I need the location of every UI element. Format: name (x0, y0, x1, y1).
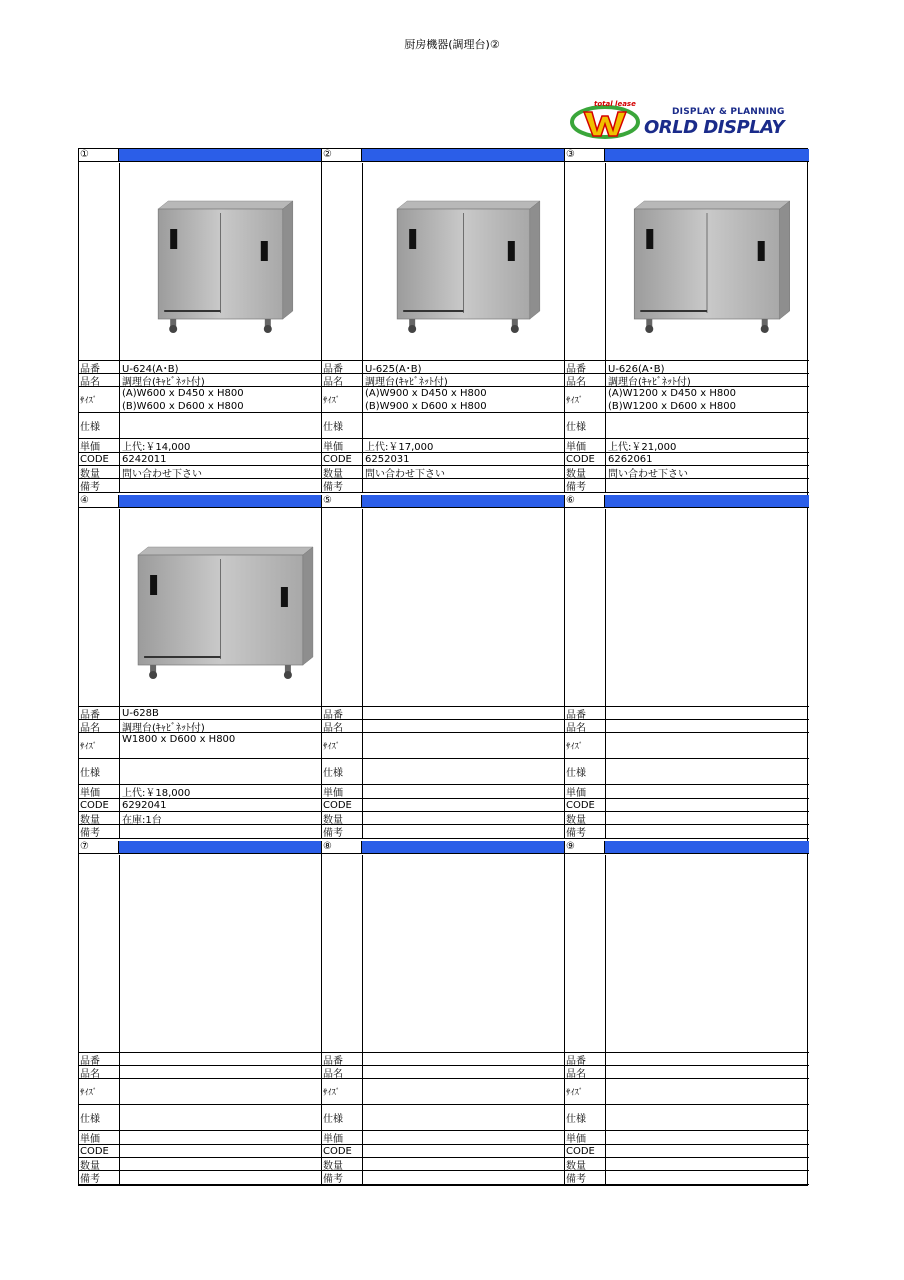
item-image-area (322, 163, 565, 361)
label-qty: 数量 (323, 468, 343, 480)
label-notes: 備考 (323, 828, 343, 839)
row-price (565, 1131, 809, 1145)
image-left-divider (605, 509, 606, 707)
row-code (322, 799, 565, 812)
w-mark-icon (570, 104, 640, 140)
label-spec: 仕様 (566, 768, 586, 779)
value-size (120, 733, 322, 758)
value-part-no (606, 1053, 809, 1065)
item-number: ⑦ (79, 841, 119, 854)
row-name (322, 720, 565, 733)
label-code: CODE (323, 799, 352, 811)
row-qty (79, 1158, 322, 1171)
row-spec (565, 413, 809, 439)
value-notes (606, 479, 809, 492)
value-price (606, 1131, 809, 1144)
row-spec (322, 1105, 565, 1131)
value-code: 6242011 (122, 453, 167, 465)
row-qty (79, 466, 322, 479)
label-price: 単価 (323, 1134, 343, 1145)
value-notes (606, 1171, 809, 1184)
label-size: ｻｲｽﾞ (566, 1087, 584, 1098)
row-size (79, 733, 322, 759)
value-notes (120, 1171, 322, 1184)
value-code (120, 1145, 322, 1157)
value-qty: 問い合わせ下さい (608, 468, 688, 480)
label-price: 単価 (80, 788, 100, 799)
label-size: ｻｲｽﾞ (80, 1087, 98, 1098)
label-qty: 数量 (80, 1160, 100, 1172)
label-notes: 備考 (323, 482, 343, 493)
label-notes: 備考 (566, 828, 586, 839)
row-price (322, 1131, 565, 1145)
value-spec (120, 1105, 322, 1130)
label-part-no: 品番 (566, 1055, 586, 1067)
row-name (322, 374, 565, 387)
value-price: 上代:￥21,000 (608, 442, 677, 453)
value-part-no: U-626(A･B) (608, 363, 665, 375)
item-header-bar (605, 841, 809, 854)
value-spec (120, 413, 322, 438)
row-qty (565, 466, 809, 479)
row-spec (565, 1105, 809, 1131)
logo-name: ORLD DISPLAY (644, 117, 785, 138)
value-price (363, 785, 565, 798)
label-code: CODE (80, 453, 109, 465)
size-line-b: (B)W600 x D600 x H800 (122, 401, 244, 412)
label-size: ｻｲｽﾞ (323, 741, 341, 752)
row-notes (79, 825, 322, 839)
item-number: ⑧ (322, 841, 362, 854)
item-image-area (79, 855, 322, 1053)
value-size (606, 733, 809, 758)
label-notes: 備考 (566, 1174, 586, 1185)
value-name: 調理台(ｷｬﾋﾞﾈｯﾄ付) (365, 376, 448, 388)
label-name: 品名 (323, 722, 343, 734)
label-part-no: 品番 (323, 363, 343, 375)
value-price (606, 785, 809, 798)
label-qty: 数量 (80, 468, 100, 480)
row-code (322, 1145, 565, 1158)
size-line-a: (A)W600 x D450 x H800 (122, 388, 244, 399)
image-left-divider (119, 855, 120, 1053)
item-header-bar (605, 495, 809, 508)
label-code: CODE (80, 1145, 109, 1157)
value-size (363, 1079, 565, 1104)
value-size (606, 1079, 809, 1104)
label-spec: 仕様 (566, 1114, 586, 1125)
image-left-divider (362, 855, 363, 1053)
label-part-no: 品番 (323, 1055, 343, 1067)
row-spec (79, 413, 322, 439)
value-qty (363, 812, 565, 824)
value-price (363, 1131, 565, 1144)
row-spec (79, 1105, 322, 1131)
label-code: CODE (323, 453, 352, 465)
product-photo (606, 163, 808, 365)
value-part-no (363, 707, 565, 719)
label-price: 単価 (566, 442, 586, 453)
value-code: 6292041 (122, 799, 167, 811)
logo-tagline: total lease (594, 100, 636, 108)
row-notes (565, 825, 809, 839)
image-left-divider (605, 855, 606, 1053)
label-name: 品名 (80, 1068, 100, 1080)
row-name (79, 720, 322, 733)
label-size: ｻｲｽﾞ (80, 395, 98, 406)
value-spec (363, 413, 565, 438)
row-notes (322, 825, 565, 839)
row-price (79, 785, 322, 799)
label-name: 品名 (566, 722, 586, 734)
row-code (565, 799, 809, 812)
row-part-no (565, 1053, 809, 1066)
item-header-bar (362, 841, 565, 854)
label-size: ｻｲｽﾞ (566, 395, 584, 406)
row-size (565, 1079, 809, 1105)
label-spec: 仕様 (323, 1114, 343, 1125)
value-qty (606, 1158, 809, 1170)
label-price: 単価 (323, 442, 343, 453)
cabinet-image (606, 163, 808, 361)
label-part-no: 品番 (80, 709, 100, 721)
value-size (606, 387, 809, 412)
value-notes (363, 825, 565, 838)
row-name (79, 374, 322, 387)
label-notes: 備考 (566, 482, 586, 493)
value-qty (363, 1158, 565, 1170)
item-image-area (565, 855, 809, 1053)
value-code: 6262061 (608, 453, 653, 465)
label-size: ｻｲｽﾞ (323, 395, 341, 406)
label-price: 単価 (566, 788, 586, 799)
label-size: ｻｲｽﾞ (323, 1087, 341, 1098)
product-grid (78, 148, 808, 1186)
label-code: CODE (80, 799, 109, 811)
value-part-no: U-628B (122, 707, 159, 719)
row-name (565, 374, 809, 387)
value-name (363, 1066, 565, 1078)
row-qty (322, 812, 565, 825)
row-notes (79, 479, 322, 493)
value-notes (120, 479, 322, 492)
label-qty: 数量 (80, 814, 100, 826)
value-qty: 問い合わせ下さい (365, 468, 445, 480)
value-part-no (363, 1053, 565, 1065)
item-number: ④ (79, 495, 119, 508)
label-price: 単価 (323, 788, 343, 799)
row-spec (322, 413, 565, 439)
row-qty (322, 1158, 565, 1171)
label-spec: 仕様 (80, 768, 100, 779)
row-qty (79, 812, 322, 825)
item-image-area (322, 509, 565, 707)
item-header-bar (605, 149, 809, 162)
item-number: ② (322, 149, 362, 162)
label-notes: 備考 (323, 1174, 343, 1185)
item-header-bar (119, 495, 322, 508)
value-spec (606, 1105, 809, 1130)
value-part-no: U-624(A･B) (122, 363, 179, 375)
row-size (322, 387, 565, 413)
value-size (363, 387, 565, 412)
world-display-logo (568, 100, 808, 142)
label-part-no: 品番 (80, 363, 100, 375)
label-size: ｻｲｽﾞ (566, 741, 584, 752)
value-name (120, 1066, 322, 1078)
row-spec (79, 759, 322, 785)
value-name: 調理台(ｷｬﾋﾞﾈｯﾄ付) (608, 376, 691, 388)
row-code (565, 1145, 809, 1158)
row-notes (322, 1171, 565, 1185)
label-price: 単価 (80, 442, 100, 453)
row-code (79, 1145, 322, 1158)
label-spec: 仕様 (80, 1114, 100, 1125)
value-price: 上代:￥14,000 (122, 442, 191, 453)
size-line-b: (B)W900 x D600 x H800 (365, 401, 487, 412)
value-spec (606, 413, 809, 438)
row-notes (565, 1171, 809, 1185)
size-line-a: (A)W900 x D450 x H800 (365, 388, 487, 399)
value-notes (363, 479, 565, 492)
row-size (322, 733, 565, 759)
item-image-area (565, 509, 809, 707)
value-spec (363, 1105, 565, 1130)
value-spec (606, 759, 809, 784)
label-name: 品名 (80, 376, 100, 388)
row-notes (565, 479, 809, 493)
label-name: 品名 (566, 376, 586, 388)
row-spec (565, 759, 809, 785)
value-name (606, 1066, 809, 1078)
row-price (322, 439, 565, 453)
label-price: 単価 (566, 1134, 586, 1145)
label-name: 品名 (323, 376, 343, 388)
row-price (565, 439, 809, 453)
label-size: ｻｲｽﾞ (80, 741, 98, 752)
item-image-area (79, 163, 322, 361)
value-spec (120, 759, 322, 784)
value-part-no: U-625(A･B) (365, 363, 422, 375)
label-qty: 数量 (323, 814, 343, 826)
row-part-no (79, 1053, 322, 1066)
row-price (322, 785, 565, 799)
label-qty: 数量 (566, 1160, 586, 1172)
row-qty (322, 466, 565, 479)
label-name: 品名 (80, 722, 100, 734)
value-spec (363, 759, 565, 784)
value-code (363, 1145, 565, 1157)
row-part-no (565, 707, 809, 720)
label-notes: 備考 (80, 828, 100, 839)
value-price (120, 1131, 322, 1144)
value-part-no (120, 1053, 322, 1065)
row-size (322, 1079, 565, 1105)
label-code: CODE (566, 799, 595, 811)
value-price: 上代:￥18,000 (122, 788, 191, 799)
row-part-no (322, 1053, 565, 1066)
value-code (363, 799, 565, 811)
row-notes (79, 1171, 322, 1185)
row-qty (565, 812, 809, 825)
row-name (79, 1066, 322, 1079)
label-spec: 仕様 (323, 422, 343, 433)
row-size (565, 387, 809, 413)
label-price: 単価 (80, 1134, 100, 1145)
logo-subtitle: DISPLAY & PLANNING (672, 107, 785, 117)
label-qty: 数量 (566, 814, 586, 826)
item-number: ⑨ (565, 841, 605, 854)
value-name (363, 720, 565, 732)
row-name (322, 1066, 565, 1079)
label-spec: 仕様 (323, 768, 343, 779)
item-number: ③ (565, 149, 605, 162)
value-notes (606, 825, 809, 838)
value-code (606, 799, 809, 811)
row-size (79, 387, 322, 413)
value-price: 上代:￥17,000 (365, 442, 434, 453)
item-image-area (322, 855, 565, 1053)
row-spec (322, 759, 565, 785)
item-image-area (79, 509, 322, 707)
size-line-b: (B)W1200 x D600 x H800 (608, 401, 736, 412)
label-name: 品名 (323, 1068, 343, 1080)
row-code (79, 799, 322, 812)
label-qty: 数量 (323, 1160, 343, 1172)
item-header-bar (362, 149, 565, 162)
item-header-bar (119, 841, 322, 854)
cabinet-image (363, 163, 564, 361)
label-notes: 備考 (80, 482, 100, 493)
row-size (565, 733, 809, 759)
label-code: CODE (566, 1145, 595, 1157)
value-size (363, 733, 565, 758)
cabinet-image (120, 509, 321, 707)
item-number: ⑤ (322, 495, 362, 508)
label-name: 品名 (566, 1068, 586, 1080)
row-qty (565, 1158, 809, 1171)
value-name (606, 720, 809, 732)
row-name (565, 1066, 809, 1079)
product-photo (120, 509, 321, 711)
image-left-divider (362, 509, 363, 707)
value-qty (120, 1158, 322, 1170)
value-notes (363, 1171, 565, 1184)
item-image-area (565, 163, 809, 361)
row-part-no (322, 707, 565, 720)
label-code: CODE (566, 453, 595, 465)
row-name (565, 720, 809, 733)
row-price (79, 1131, 322, 1145)
item-header-bar (362, 495, 565, 508)
label-part-no: 品番 (566, 709, 586, 721)
value-size (120, 387, 322, 412)
label-qty: 数量 (566, 468, 586, 480)
value-part-no (606, 707, 809, 719)
size-line-a: W1800 x D600 x H800 (122, 734, 236, 745)
size-line-a: (A)W1200 x D450 x H800 (608, 388, 736, 399)
value-qty: 問い合わせ下さい (122, 468, 202, 480)
value-qty: 在庫:1台 (122, 814, 162, 826)
value-name: 調理台(ｷｬﾋﾞﾈｯﾄ付) (122, 376, 205, 388)
item-number: ① (79, 149, 119, 162)
page-title: 厨房機器(調理台)② (404, 38, 500, 51)
row-notes (322, 479, 565, 493)
value-notes (120, 825, 322, 838)
label-part-no: 品番 (80, 1055, 100, 1067)
value-size (120, 1079, 322, 1104)
cabinet-image (120, 163, 321, 361)
label-notes: 備考 (80, 1174, 100, 1185)
row-price (565, 785, 809, 799)
value-qty (606, 812, 809, 824)
row-price (79, 439, 322, 453)
value-code: 6252031 (365, 453, 410, 465)
item-header-bar (119, 149, 322, 162)
label-code: CODE (323, 1145, 352, 1157)
product-photo (120, 163, 321, 365)
product-photo (363, 163, 564, 365)
label-spec: 仕様 (566, 422, 586, 433)
label-part-no: 品番 (566, 363, 586, 375)
label-part-no: 品番 (323, 709, 343, 721)
label-spec: 仕様 (80, 422, 100, 433)
value-name: 調理台(ｷｬﾋﾞﾈｯﾄ付) (122, 722, 205, 734)
value-code (606, 1145, 809, 1157)
row-size (79, 1079, 322, 1105)
item-number: ⑥ (565, 495, 605, 508)
